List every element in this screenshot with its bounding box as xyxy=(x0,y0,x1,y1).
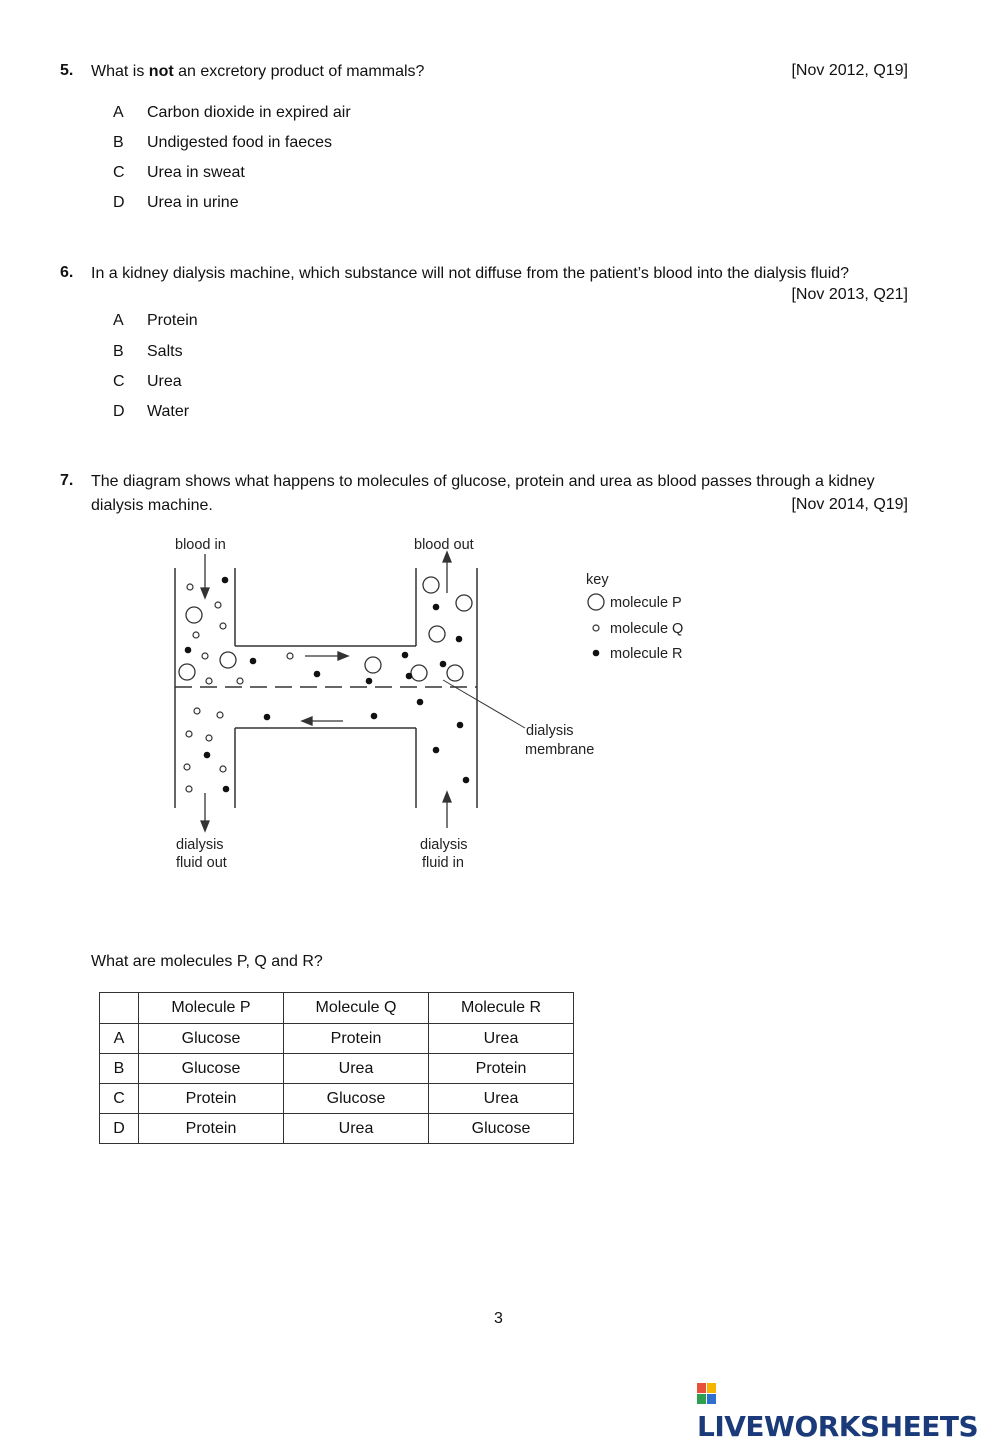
q5-text-after: an excretory product of mammals? xyxy=(173,63,425,80)
table-cell: Urea xyxy=(429,1084,574,1114)
molecule-r xyxy=(402,652,409,659)
option-text: Urea in urine xyxy=(147,194,239,211)
q5-reference: [Nov 2012, Q19] xyxy=(791,62,908,79)
molecule-q xyxy=(206,678,212,684)
table-header-cell: Molecule R xyxy=(429,993,574,1024)
table-cell: Protein xyxy=(139,1114,284,1144)
molecule-r xyxy=(463,777,470,784)
key-r-label: molecule R xyxy=(610,646,683,662)
blood-in-arrow xyxy=(201,588,209,598)
liveworksheets-logo-text: LIVEWORKSHEETS xyxy=(697,1410,979,1443)
table-cell: Protein xyxy=(139,1084,284,1114)
option-text: Salts xyxy=(147,343,183,360)
molecule-r xyxy=(433,747,440,754)
q7-number: 7. xyxy=(60,472,74,489)
page-number: 3 xyxy=(494,1310,503,1327)
table-row[interactable] xyxy=(100,1084,574,1114)
label-dialysis-fluid-out-1: dialysis xyxy=(176,837,224,853)
molecule-r xyxy=(250,658,257,665)
table-cell: Glucose xyxy=(429,1114,574,1144)
blood-flow-arrow xyxy=(338,652,348,660)
option-letter: C xyxy=(113,164,125,181)
key-p-label: molecule P xyxy=(610,595,682,611)
label-dialysis-fluid-in-2: fluid in xyxy=(422,855,464,871)
molecules-q xyxy=(184,584,293,792)
answer-table xyxy=(99,992,574,1144)
table-cell: Glucose xyxy=(139,1024,284,1054)
molecule-r xyxy=(457,722,464,729)
label-blood-out: blood out xyxy=(414,537,474,553)
q5-text-bold: not xyxy=(148,63,174,80)
molecule-q xyxy=(220,766,226,772)
molecule-q xyxy=(186,731,192,737)
fluid-flow-arrow xyxy=(302,717,312,725)
table-cell: C xyxy=(100,1084,139,1114)
label-dialysis-fluid-in-1: dialysis xyxy=(420,837,468,853)
flow-arrows xyxy=(201,552,451,831)
q6-text: In a kidney dialysis machine, which substance will not diffuse from the patient’s blood into the dialysis fluid? xyxy=(91,265,850,282)
option-letter: D xyxy=(113,403,125,420)
table-cell: Glucose xyxy=(284,1084,429,1114)
molecule-p xyxy=(186,607,202,623)
q6-number: 6. xyxy=(60,264,74,281)
table-cell: Urea xyxy=(284,1114,429,1144)
molecule-r xyxy=(264,714,271,721)
table-cell: B xyxy=(100,1054,139,1084)
liveworksheets-logo-icon xyxy=(697,1383,717,1405)
molecules-r xyxy=(185,577,470,793)
molecule-q xyxy=(193,632,199,638)
key-r-symbol xyxy=(593,650,600,657)
molecule-p xyxy=(179,664,195,680)
molecule-r xyxy=(223,786,230,793)
q7-text-line2: dialysis machine. xyxy=(91,497,213,514)
molecule-r xyxy=(417,699,424,706)
table-row[interactable] xyxy=(100,1114,574,1144)
molecule-r xyxy=(314,671,321,678)
fluid-out-arrow xyxy=(201,821,209,831)
molecule-r xyxy=(456,636,463,643)
option-text: Urea xyxy=(147,373,182,390)
molecule-q xyxy=(215,602,221,608)
molecule-r xyxy=(185,647,192,654)
option-letter: D xyxy=(113,194,125,211)
molecule-q xyxy=(186,786,192,792)
molecule-q xyxy=(237,678,243,684)
membrane-pointer xyxy=(443,680,525,728)
molecule-q xyxy=(202,653,208,659)
option-text: Protein xyxy=(147,312,198,329)
table-row[interactable] xyxy=(100,1054,574,1084)
molecule-r xyxy=(406,673,413,680)
molecule-p xyxy=(220,652,236,668)
table-header-row xyxy=(100,993,574,1024)
molecule-q xyxy=(206,735,212,741)
option-letter: B xyxy=(113,343,124,360)
label-membrane-1: dialysis xyxy=(526,723,574,739)
option-letter: A xyxy=(113,104,124,121)
molecule-r xyxy=(204,752,211,759)
table-header-cell: Molecule P xyxy=(139,993,284,1024)
molecule-p xyxy=(456,595,472,611)
table-header-cell xyxy=(100,993,139,1024)
molecule-p xyxy=(429,626,445,642)
molecule-r xyxy=(371,713,378,720)
key-q-symbol xyxy=(593,625,599,631)
molecule-r xyxy=(433,604,440,611)
label-blood-in: blood in xyxy=(175,537,226,553)
key-p-symbol xyxy=(588,594,604,610)
molecule-p xyxy=(365,657,381,673)
diagram-key xyxy=(586,572,683,662)
molecule-q xyxy=(287,653,293,659)
q5-number: 5. xyxy=(60,62,74,79)
liveworksheets-logo[interactable] xyxy=(697,1377,1000,1443)
dialysis-diagram xyxy=(160,528,720,878)
table-cell: Urea xyxy=(284,1054,429,1084)
fluid-in-arrow xyxy=(443,792,451,802)
option-text: Water xyxy=(147,403,190,420)
table-cell: Protein xyxy=(429,1054,574,1084)
molecule-q xyxy=(220,623,226,629)
molecule-r xyxy=(366,678,373,685)
table-row[interactable] xyxy=(100,1024,574,1054)
label-membrane-2: membrane xyxy=(525,742,595,758)
table-cell: A xyxy=(100,1024,139,1054)
blood-out-arrow xyxy=(443,552,451,562)
option-letter: B xyxy=(113,134,124,151)
molecule-p xyxy=(411,665,427,681)
q5-text-before: What is xyxy=(91,63,149,80)
q5-text xyxy=(91,61,424,83)
molecule-q xyxy=(184,764,190,770)
q7-text-line1: The diagram shows what happens to molecules of glucose, protein and urea as blood passes through a kidney xyxy=(91,473,875,490)
table-header-cell: Molecule Q xyxy=(284,993,429,1024)
key-q-label: molecule Q xyxy=(610,621,684,637)
label-dialysis-fluid-out-2: fluid out xyxy=(176,855,227,871)
q7-question: What are molecules P, Q and R? xyxy=(91,953,323,970)
molecule-p xyxy=(447,665,463,681)
table-cell: Protein xyxy=(284,1024,429,1054)
q6-reference: [Nov 2013, Q21] xyxy=(791,286,908,303)
option-text: Urea in sweat xyxy=(147,164,245,181)
molecule-q xyxy=(194,708,200,714)
option-text: Undigested food in faeces xyxy=(147,134,333,151)
option-text: Carbon dioxide in expired air xyxy=(147,104,351,121)
molecule-q xyxy=(217,712,223,718)
molecule-r xyxy=(222,577,229,584)
q7-reference: [Nov 2014, Q19] xyxy=(791,496,908,513)
table-cell: Urea xyxy=(429,1024,574,1054)
molecule-q xyxy=(187,584,193,590)
table-cell: Glucose xyxy=(139,1054,284,1084)
molecule-p xyxy=(423,577,439,593)
key-title: key xyxy=(586,572,609,588)
option-letter: C xyxy=(113,373,125,390)
option-letter: A xyxy=(113,312,124,329)
table-cell: D xyxy=(100,1114,139,1144)
molecule-r xyxy=(440,661,447,668)
